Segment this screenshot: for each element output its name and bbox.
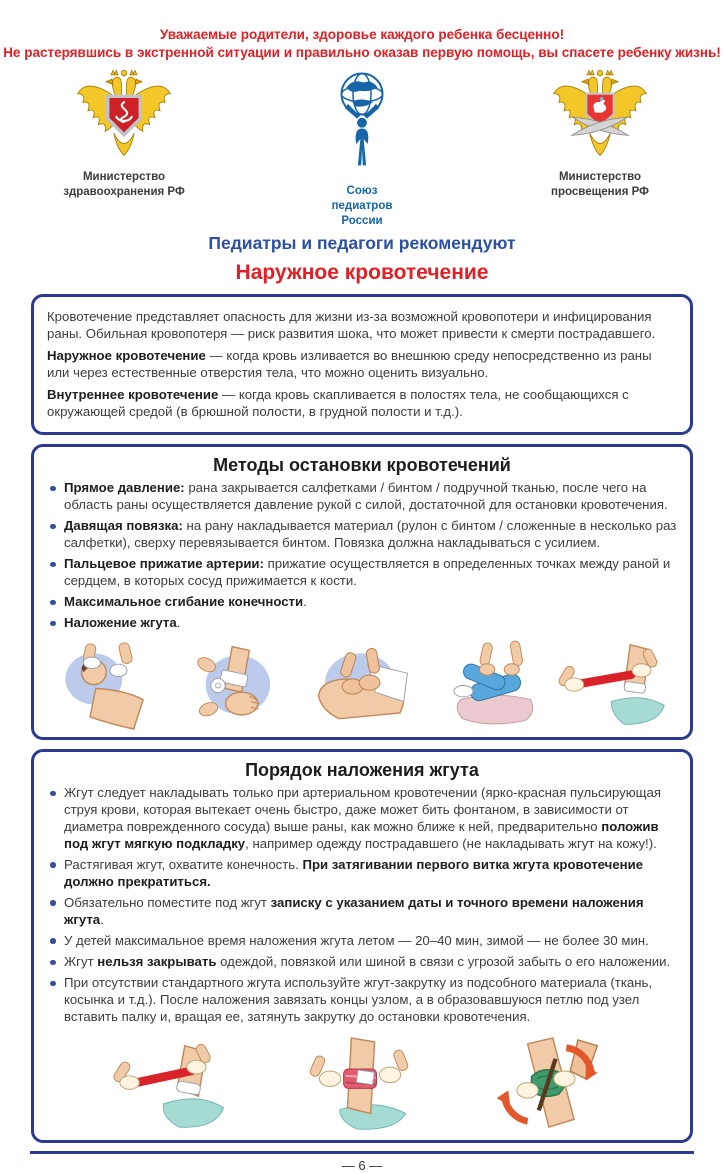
- bullet-item: Прямое давление: рана закрывается салфетками / бинтом / подручной тканью, после чего на область раны осуществляется давление рукой с силой, достаточной для остановки кровотечения.: [47, 480, 677, 514]
- tourniquet-box-title: Порядок наложения жгута: [245, 759, 479, 780]
- pediatric-union-logo: [282, 68, 442, 229]
- pressure-bandage-on-hand-illustration: [178, 641, 294, 731]
- improvised-twist-tourniquet-illustration: [485, 1036, 607, 1134]
- bullet-item: Пальцевое прижатие артерии: прижатие осуществляется в определенных точках между раной и сердцем, в которых сосуд прижимается к кости.: [47, 556, 677, 590]
- direct-pressure-on-head-illustration: [51, 641, 167, 731]
- ministry-health-label: Министерство здравоохранения РФ: [63, 171, 185, 199]
- bullet-item: Обязательно поместите под жгут записку с указанием даты и точного времени наложения жгута.: [47, 895, 677, 929]
- pediatric-union-globe-icon: [321, 70, 403, 182]
- page-title: Наружное кровотечение: [235, 261, 489, 285]
- bullet-item: У детей максимальное время наложения жгута летом — 20–40 мин, зимой — не более 30 мин.: [47, 933, 677, 950]
- header-appeal: [0, 0, 724, 62]
- health-ministry-eagle-icon: [72, 68, 176, 164]
- methods-bullet-list: [47, 480, 677, 632]
- methods-box-title: Методы остановки кровотечений: [213, 454, 511, 475]
- logo-row: [0, 62, 724, 229]
- tourniquet-box: [31, 749, 693, 1143]
- tourniquet-bullet-list: [47, 785, 677, 1025]
- tourniquet-stretching-on-arm-illustration: [117, 1036, 239, 1134]
- ministry-health-logo: [34, 68, 214, 200]
- bullet-item: Жгут следует накладывать только при артериальном кровотечении (ярко-красная пульсирующая струя крови, которая вытекает очень быстро, даже может бить фонтаном, в зависимости от диаметра поврежденного сосуда) выше раны, как можно ближе к ней, предварительно положив под жгут мягкую подкладку, например одежду пострадавшего (не накладывать жгут на кожу!).: [47, 785, 677, 852]
- education-ministry-eagle-icon: [548, 68, 652, 164]
- methods-illustrations: [47, 637, 677, 731]
- appeal-line-2: Не растерявшись в экстренной ситуации и правильно оказав первую помощь, вы спасете ребенку жизнь!: [3, 45, 721, 61]
- bullet-item: При отсутствии стандартного жгута используйте жгут-закрутку из подсобного материала (ткань, косынка и т.д.). После наложения завязать концы узлом, а в образовавшуюся петлю под узел вставить палку и, вращая ее, затянуть закрутку до остановки кровотечения.: [47, 975, 677, 1025]
- page-number: — 6 —: [341, 1158, 383, 1173]
- bullet-item: Жгут нельзя закрывать одеждой, повязкой или шиной в связи с угрозой забыть о его наложении.: [47, 954, 677, 971]
- finger-artery-pressure-thigh-illustration: [304, 641, 420, 731]
- ministry-education-label: Министерство просвещения РФ: [551, 171, 649, 199]
- intro-box: [31, 294, 693, 434]
- intro-paragraph: Внутреннее кровотечение — когда кровь скапливается в полостях тела, не сообщающихся с окружающей средой (в брюшной полости, в грудной полости и т.д.).: [47, 386, 629, 419]
- ministry-education-logo: [510, 68, 690, 200]
- recommend-line: Педиатры и педагоги рекомендуют: [208, 233, 516, 254]
- bullet-item: Наложение жгута.: [47, 615, 677, 632]
- footer-divider: [30, 1151, 694, 1154]
- methods-box: [31, 444, 693, 740]
- appeal-line-1: Уважаемые родители, здоровье каждого ребенка бесценно!: [159, 27, 565, 42]
- intro-paragraph: Кровотечение представляет опасность для жизни из-за возможной кровопотери и инфицирования раны. Обильная кровопотеря — риск развития шока, что может привести к смерти пострадавшего.: [47, 309, 656, 342]
- tourniquet-applied-with-note-illustration: [301, 1036, 423, 1134]
- bullet-item: Давящая повязка: на рану накладывается материал (рулон с бинтом / сложенные в несколько раз салфетки), сверху перевязывается бинтом. Повязка должна накладываться с усилием.: [47, 518, 677, 552]
- maximum-limb-flexion-illustration: [431, 641, 547, 731]
- tourniquet-illustrations: [47, 1030, 677, 1134]
- pediatric-union-label: Союз педиатров России: [331, 185, 393, 228]
- tourniquet-stretching-illustration: [557, 641, 673, 731]
- bullet-item: Растягивая жгут, охватите конечность. При затягивании первого витка жгута кровотечение должно прекратиться.: [47, 857, 677, 891]
- intro-paragraph: Наружное кровотечение — когда кровь изливается во внешнюю среду непосредственно из раны или через естественные отверстия тела, что можно оценить визуально.: [47, 348, 652, 380]
- bullet-item: Максимальное сгибание конечности.: [47, 594, 677, 611]
